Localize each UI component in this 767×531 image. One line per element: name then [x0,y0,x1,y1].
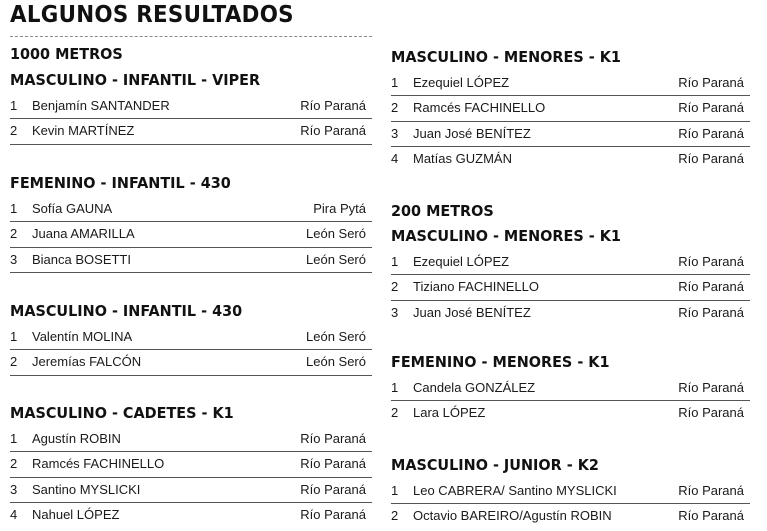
result-row [391,504,750,529]
result-row [10,427,372,452]
club-name: Río Paraná [678,508,744,524]
athlete-name: Octavio BAREIRO/Agustín ROBIN [413,508,612,524]
results-list [391,250,750,326]
position: 2 [391,405,399,421]
club-name: Río Paraná [678,150,744,166]
athlete-name: Tiziano FACHINELLO [413,279,539,295]
club-name: Río Paraná [300,506,366,522]
result-row [391,275,750,300]
category-heading: MASCULINO - MENORES - K1 [391,227,621,245]
position: 1 [391,380,399,395]
position: 1 [10,431,18,446]
results-list [10,197,372,273]
athlete-name: Leo CABRERA/ Santino MYSLICKI [413,483,617,498]
athlete-name: Ramcés FACHINELLO [413,100,546,116]
position: 2 [391,279,399,295]
result-row [10,248,372,273]
position: 1 [391,75,399,90]
results-list [391,376,750,427]
result-row [10,325,372,350]
result-row [10,503,372,528]
result-row [391,147,750,172]
category-heading: MASCULINO - INFANTIL - VIPER [10,71,261,89]
athlete-name: Lara LÓPEZ [413,405,486,421]
position: 1 [10,329,18,344]
club-name: Pira Pytá [313,201,366,216]
position: 2 [10,354,18,370]
result-row [10,119,372,144]
result-row [10,452,372,477]
category-heading: MASCULINO - INFANTIL - 430 [10,302,243,320]
result-row [391,301,750,326]
position: 1 [391,254,399,269]
athlete-name: Kevin MARTÍNEZ [32,123,135,139]
result-row [391,376,750,401]
result-row [10,197,372,222]
distance-heading-1000: 1000 METROS [10,45,123,63]
position: 3 [391,304,399,320]
category-heading: FEMENINO - MENORES - K1 [391,353,610,371]
result-row [10,222,372,247]
position: 3 [10,481,18,497]
result-row [10,94,372,119]
distance-heading-200: 200 METROS [391,202,494,220]
result-row [391,250,750,275]
club-name: Río Paraná [678,483,744,498]
athlete-name: Santino MYSLICKI [32,481,141,497]
athlete-name: Valentín MOLINA [32,329,133,344]
athlete-name: Candela GONZÁLEZ [413,380,536,395]
athlete-name: Juana AMARILLA [32,226,135,242]
category-heading: MASCULINO - JUNIOR - K2 [391,456,599,474]
club-name: Río Paraná [678,254,744,269]
athlete-name: Ezequiel LÓPEZ [413,254,510,269]
club-name: Río Paraná [678,75,744,90]
results-list [391,479,750,530]
athlete-name: Juan José BENÍTEZ [413,125,531,141]
club-name: León Seró [306,226,366,242]
position: 2 [10,123,18,139]
category-heading: MASCULINO - CADETES - K1 [10,404,234,422]
position: 2 [391,100,399,116]
result-row [10,350,372,375]
result-row [391,122,750,147]
club-name: Río Paraná [678,279,744,295]
club-name: Río Paraná [678,380,744,395]
club-name: Río Paraná [678,100,744,116]
athlete-name: Ramcés FACHINELLO [32,456,165,472]
position: 4 [391,150,399,166]
club-name: Río Paraná [300,456,366,472]
club-name: León Seró [306,354,366,370]
athlete-name: Sofía GAUNA [32,201,113,216]
athlete-name: Juan José BENÍTEZ [413,304,531,320]
result-row [391,71,750,96]
result-row [391,401,750,426]
position: 2 [391,508,399,524]
athlete-name: Agustín ROBIN [32,431,121,446]
title-divider [10,36,372,37]
result-row [391,96,750,121]
position: 2 [10,456,18,472]
position: 1 [391,483,399,498]
athlete-name: Matías GUZMÁN [413,150,512,166]
athlete-name: Nahuel LÓPEZ [32,506,120,522]
results-list [10,427,372,528]
club-name: Río Paraná [678,405,744,421]
result-row [10,478,372,503]
club-name: Río Paraná [300,98,366,113]
position: 3 [10,251,18,267]
position: 2 [10,226,18,242]
result-row [391,479,750,504]
club-name: Río Paraná [678,304,744,320]
club-name: Río Paraná [300,481,366,497]
position: 1 [10,201,18,216]
position: 4 [10,506,18,522]
athlete-name: Benjamín SANTANDER [32,98,170,113]
club-name: Río Paraná [678,125,744,141]
athlete-name: Jeremías FALCÓN [32,354,142,370]
results-list [10,94,372,145]
club-name: León Seró [306,329,366,344]
club-name: León Seró [306,251,366,267]
athlete-name: Ezequiel LÓPEZ [413,75,510,90]
club-name: Río Paraná [300,123,366,139]
results-list [10,325,372,376]
page-title: ALGUNOS RESULTADOS [10,2,294,28]
athlete-name: Bianca BOSETTI [32,251,131,267]
club-name: Río Paraná [300,431,366,446]
category-heading: FEMENINO - INFANTIL - 430 [10,174,231,192]
category-heading: MASCULINO - MENORES - K1 [391,48,621,66]
position: 1 [10,98,18,113]
results-list [391,71,750,172]
position: 3 [391,125,399,141]
